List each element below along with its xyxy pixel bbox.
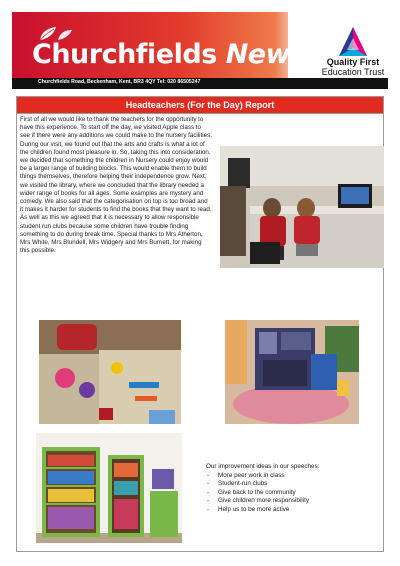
list-item: - Help us to be more active	[206, 506, 319, 515]
school-address: Churchfields Road, Beckenham, Kent, BR3 4QY Tel: 020 86505247	[38, 79, 201, 85]
article-title: Headteachers (For the Day) Report	[125, 100, 275, 110]
trust-name	[310, 57, 388, 77]
improvement-ideas	[206, 463, 319, 515]
library-display-photo	[225, 320, 359, 424]
trust-line-1: Quality First	[326, 57, 380, 67]
brand-first-word: Churchfields	[32, 39, 217, 70]
headteachers-photo	[220, 146, 384, 268]
nursery-activity-photo	[39, 320, 181, 424]
list-item: - Student-run clubs	[206, 480, 319, 489]
ideas-list	[206, 472, 319, 515]
trust-logo-icon	[338, 26, 368, 58]
list-item: - More peer work in class	[206, 472, 319, 481]
list-item: - Give children more responsibility	[206, 497, 319, 506]
list-item: - Give back to the community	[206, 489, 319, 498]
report-body: First of all we would like to thank the teachers for the opportunity to have this experience. To start off the day, we visited Apple class to see if there were any additions we could make to the nursery facilities. During our visit, we found out that the arts and crafts is what a lot of the children found most pleasure in. So, taking this into consideration, we decided that something the children in Nursery could enjoy would be a larger range of building blocks. This would enable them to build things themselves, therefore helping their independence grow. Next, we visited the library, where we concluded that the library needed a wider range of books for all ages. Some examples are mystery and comedy. We also said that the categorisation on top is too broad and it makes it harder for students to find the books that they want to read. As well as this we agreed that it is necessary to allow responsible student run clubs because some children have trouble finding something to do during break time. Special thanks to Mrs Atherton, Mrs White, Mrs Blundell, Mrs Widgery and Mrs Burnett, for making this possible.	[20, 116, 212, 255]
masthead	[12, 12, 388, 78]
article-title-bar	[16, 96, 384, 114]
address-bar	[12, 78, 388, 89]
newsletter-title	[32, 39, 306, 70]
brand-second-word: News	[225, 39, 306, 70]
bookshelves-photo	[36, 433, 182, 543]
trust-line-2: Education Trust	[321, 67, 385, 77]
ideas-heading: Our improvement ideas in our speeches:	[206, 463, 320, 470]
